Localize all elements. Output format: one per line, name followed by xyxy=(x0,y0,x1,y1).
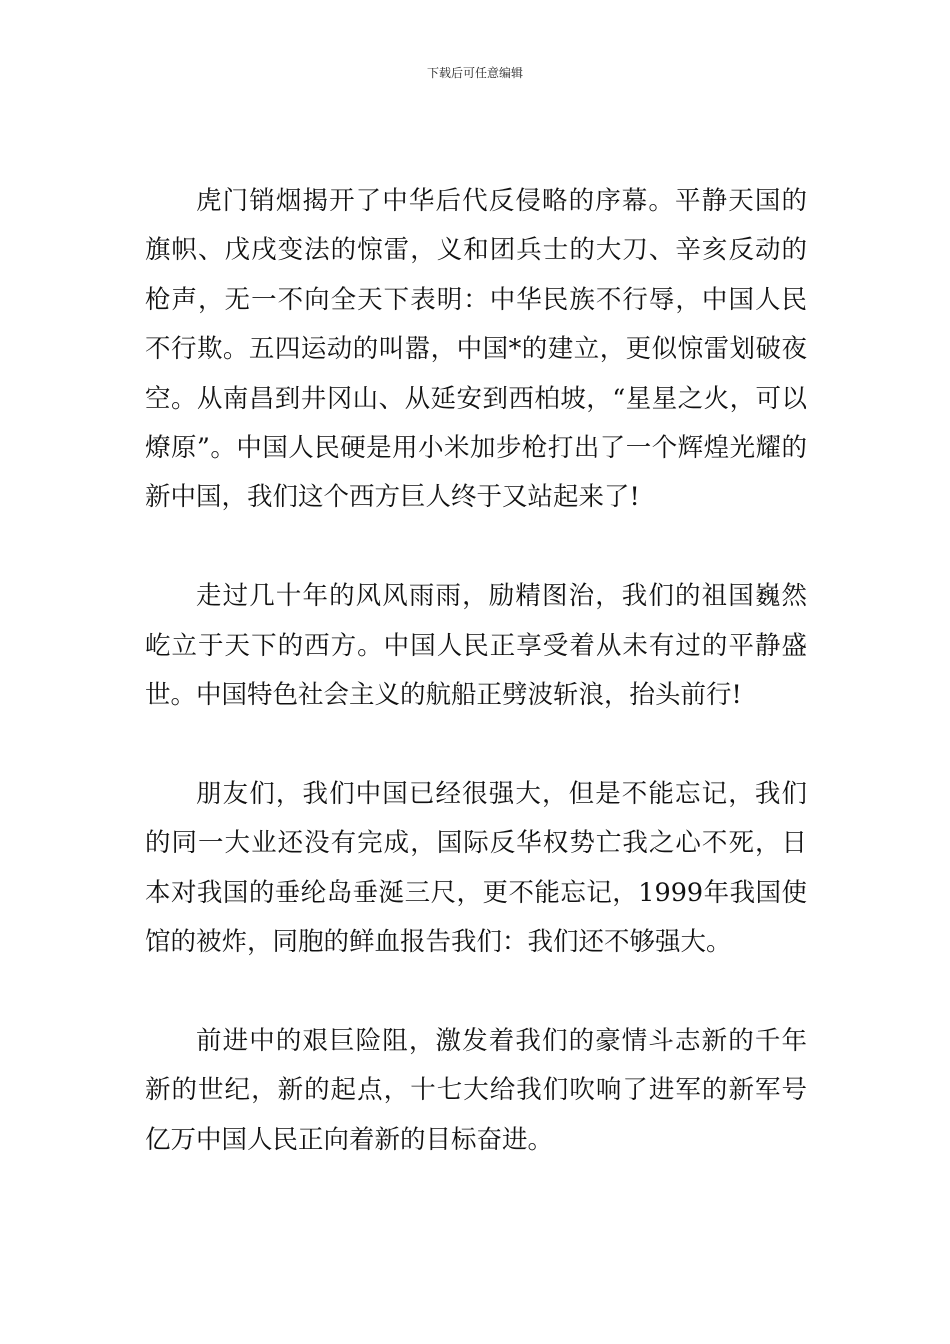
paragraph-4: 前进中的艰巨险阻，激发着我们的豪情斗志新的千年新的世纪，新的起点，十七大给我们吹响了进军的新军号亿万中国人民正向着新的目标奋进。 xyxy=(145,1025,807,1155)
paragraph-gap xyxy=(145,523,807,572)
document-body xyxy=(145,177,807,1165)
paragraph-gap xyxy=(145,967,807,1016)
paragraph-2: 走过几十年的风风雨雨，励精图治，我们的祖国巍然屹立于天下的西方。中国人民正享受着从未有过的平静盛世。中国特色社会主义的航船正劈波斩浪，抬头前行! xyxy=(145,581,807,711)
paragraph-1: 虎门销烟揭开了中华后代反侵略的序幕。平静天国的旗帜、戊戌变法的惊雷，义和团兵士的大刀、辛亥反动的枪声，无一不向全天下表明：中华民族不行辱，中国人民不行欺。五四运动的叫嚣，中国*的建立，更似惊雷划破夜空。从南昌到井冈山、从延安到西柏坡，“星星之火，可以燎原”。中国人民硬是用小米加步枪打出了一个辉煌光耀的新中国，我们这个西方巨人终于又站起来了! xyxy=(145,186,807,513)
paragraph-3: 朋友们，我们中国已经很强大，但是不能忘记，我们的同一大业还没有完成，国际反华权势亡我之心不死，日本对我国的垂纶岛垂涎三尺，更不能忘记，1999年我国使馆的被炸，同胞的鲜血报告我们：我们还不够强大。 xyxy=(145,778,807,958)
paragraph-gap xyxy=(145,720,807,769)
page-header: 下载后可任意编辑 xyxy=(426,66,523,80)
